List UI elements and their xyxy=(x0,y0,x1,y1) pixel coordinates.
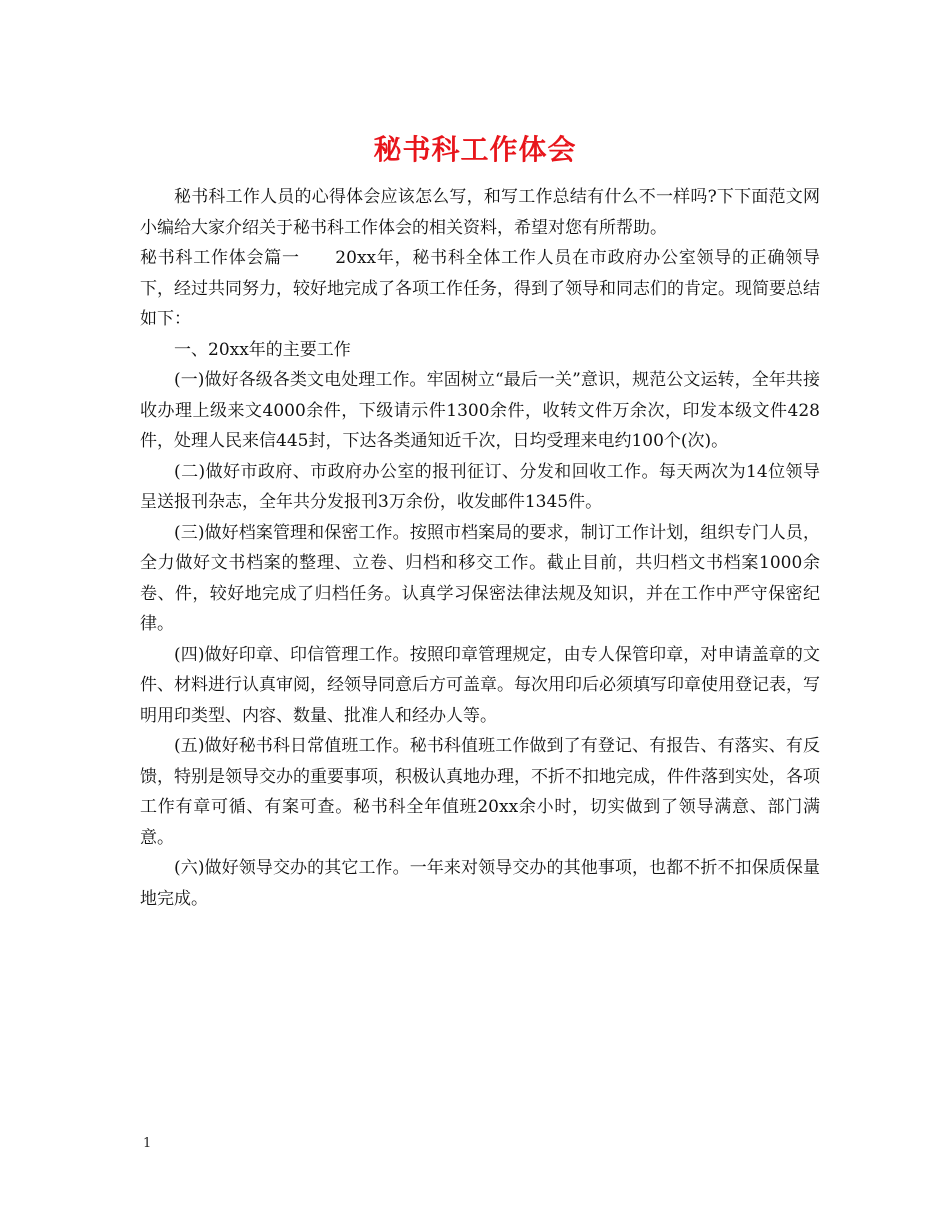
item-paragraph-6: (六)做好领导交办的其它工作。一年来对领导交办的其他事项，也都不折不扣保质保量地完成。 xyxy=(140,858,820,909)
page-number: 1 xyxy=(143,1136,152,1151)
intro-paragraph: 秘书科工作人员的心得体会应该怎么写，和写工作总结有什么不一样吗?下下面范文网小编给大家介绍关于秘书科工作体会的相关资料，希望对您有所帮助。 xyxy=(140,187,820,238)
item-paragraph-1: (一)做好各级各类文电处理工作。牢固树立“最后一关”意识，规范公文运转，全年共接收办理上级来文4000余件，下级请示件1300余件，收转文件万余次，印发本级文件428件，处理人民来信445封，下达各类通知近千次，日均受理来电约100个(次)。 xyxy=(140,370,820,451)
document-body xyxy=(140,176,820,914)
item-paragraph-5: (五)做好秘书科日常值班工作。秘书科值班工作做到了有登记、有报告、有落实、有反馈，特别是领导交办的重要事项，积极认真地办理，不折不扣地完成，件件落到实处，各项工作有章可循、有案可查。秘书科全年值班20xx余小时，切实做到了领导满意、部门满意。 xyxy=(140,736,820,848)
section-heading-paragraph: 秘书科工作体会篇一 20xx年，秘书科全体工作人员在市政府办公室领导的正确领导下，经过共同努力，较好地完成了各项工作任务，得到了领导和同志们的肯定。现简要总结如下： xyxy=(140,248,820,329)
item-paragraph-2: (二)做好市政府、市政府办公室的报刊征订、分发和回收工作。每天两次为14位领导呈送报刊杂志，全年共分发报刊3万余份，收发邮件1345件。 xyxy=(140,461,820,512)
subheading-main-work: 一、20xx年的主要工作 xyxy=(174,339,351,360)
item-paragraph-3: (三)做好档案管理和保密工作。按照市档案局的要求，制订工作计划，组织专门人员，全力做好文书档案的整理、立卷、归档和移交工作。截止目前，共归档文书档案1000余卷、件，较好地完成了归档任务。认真学习保密法律法规及知识，并在工作中严守保密纪律。 xyxy=(140,522,820,634)
item-paragraph-4: (四)做好印章、印信管理工作。按照印章管理规定，由专人保管印章，对申请盖章的文件、材料进行认真审阅，经领导同意后方可盖章。每次用印后必须填写印章使用登记表，写明用印类型、内容、数量、批准人和经办人等。 xyxy=(140,644,820,726)
document-title: 秘书科工作体会 xyxy=(373,133,577,166)
